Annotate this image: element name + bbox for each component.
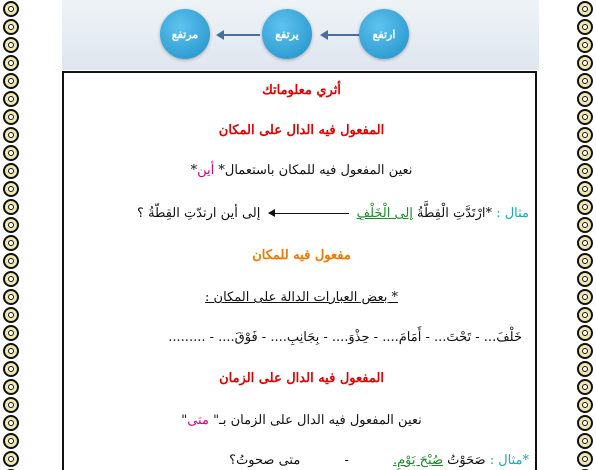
border-ring <box>3 253 19 269</box>
example1-sentence-b: إلى الْخَلْفِ <box>356 206 413 221</box>
example2-label: *مثال : <box>489 453 529 468</box>
rule-line-1 <box>64 163 539 178</box>
border-ring <box>577 109 593 125</box>
border-ring <box>577 361 593 377</box>
rule-line-1-highlight: أين <box>197 163 215 178</box>
arrow-head-2 <box>320 30 328 40</box>
border-ring <box>577 253 593 269</box>
border-ring <box>3 379 19 395</box>
section1-title <box>64 123 539 138</box>
border-ring <box>577 55 593 71</box>
border-ring <box>3 199 19 215</box>
border-ring <box>3 433 19 449</box>
rule-line-3-highlight: متى <box>187 413 209 428</box>
section3-title <box>64 371 539 386</box>
border-ring <box>3 451 19 467</box>
border-ring <box>3 217 19 233</box>
section1-title-text: المفعول فيه الدال على المكان <box>218 123 385 138</box>
rule-line-1-end: * <box>190 163 198 178</box>
border-ring <box>3 181 19 197</box>
example1-arrow <box>269 213 349 214</box>
border-ring <box>577 325 593 341</box>
border-ring <box>3 37 19 53</box>
example2-sentence-b: صُبْحَ يَوْمٍ. <box>393 453 444 468</box>
border-ring <box>577 73 593 89</box>
border-ring <box>577 433 593 449</box>
border-ring <box>577 91 593 107</box>
border-ring <box>577 307 593 323</box>
arrow-line-2 <box>324 34 360 36</box>
border-ring <box>577 289 593 305</box>
border-ring <box>3 343 19 359</box>
circle-yartafi: يرتفع <box>262 9 312 59</box>
top-diagram-panel <box>62 0 539 70</box>
border-ring <box>577 181 593 197</box>
border-ring <box>577 217 593 233</box>
border-ring <box>577 451 593 467</box>
border-ring <box>577 199 593 215</box>
expressions-title <box>64 290 539 305</box>
expressions-list-text: خَلْفَ... - تَحْتَ... - أَمَامَ.... - حِذْوَ.... - بِجَانِبِ.... - فَوْقَ.... - ......... <box>168 330 522 345</box>
border-ring <box>3 397 19 413</box>
border-ring <box>3 1 19 17</box>
border-ring <box>577 19 593 35</box>
border-ring <box>3 127 19 143</box>
example1-question: إلى أين ارتدّتِ القِطّةُ ؟ <box>137 206 261 221</box>
border-ring <box>3 361 19 377</box>
section2-title <box>64 248 539 263</box>
decorative-border-right <box>576 0 594 470</box>
border-ring <box>3 109 19 125</box>
section3-title-text: المفعول فيه الدال على الزمان <box>219 371 384 386</box>
border-ring <box>3 19 19 35</box>
border-ring <box>3 163 19 179</box>
expressions-title-text: * بعض العبارات الدالة على المكان : <box>205 290 398 305</box>
border-ring <box>3 325 19 341</box>
border-ring <box>577 127 593 143</box>
example-line-2 <box>64 453 529 468</box>
example2-sentence-a: صَحَوْتُ <box>447 453 486 468</box>
section2-title-text: مفعول فيه للمكان <box>252 248 351 263</box>
arrow-line-1 <box>220 34 260 36</box>
border-ring <box>577 397 593 413</box>
example-line-1 <box>64 206 529 221</box>
border-ring <box>3 415 19 431</box>
content-box <box>62 71 537 470</box>
border-ring <box>577 343 593 359</box>
border-ring <box>3 145 19 161</box>
border-ring <box>3 235 19 251</box>
example2-dash: - <box>344 453 349 468</box>
border-ring <box>3 91 19 107</box>
border-ring <box>577 235 593 251</box>
border-ring <box>577 379 593 395</box>
example1-label: مثال : <box>496 206 529 221</box>
border-ring <box>3 55 19 71</box>
border-ring <box>3 289 19 305</box>
rule-line-1-text: نعين المفعول فيه للمكان باستعمال* <box>218 163 413 178</box>
border-ring <box>577 37 593 53</box>
border-ring <box>3 271 19 287</box>
arrow-head-1 <box>216 30 224 40</box>
circle-irtafa: ارتفع <box>359 9 409 59</box>
rule-line-3 <box>64 413 539 428</box>
rule-line-3-text: نعين المفعول فيه الدال على الزمان بـ" <box>213 413 422 428</box>
border-ring <box>577 163 593 179</box>
decorative-border-left <box>2 0 20 470</box>
circle-murtafi: مرتفع <box>160 9 210 59</box>
border-ring <box>577 415 593 431</box>
example1-sentence-a: *ارْتَدَّتِ الْقِطَّةُ <box>417 206 493 221</box>
expressions-list <box>64 330 522 345</box>
border-ring <box>3 307 19 323</box>
example2-question: متى صحوتُ؟ <box>229 453 301 468</box>
heading <box>64 83 539 98</box>
border-ring <box>577 1 593 17</box>
rule-line-3-end: " <box>181 413 188 428</box>
border-ring <box>577 271 593 287</box>
heading-text: أثري معلوماتك <box>262 83 341 98</box>
border-ring <box>3 73 19 89</box>
border-ring <box>577 145 593 161</box>
